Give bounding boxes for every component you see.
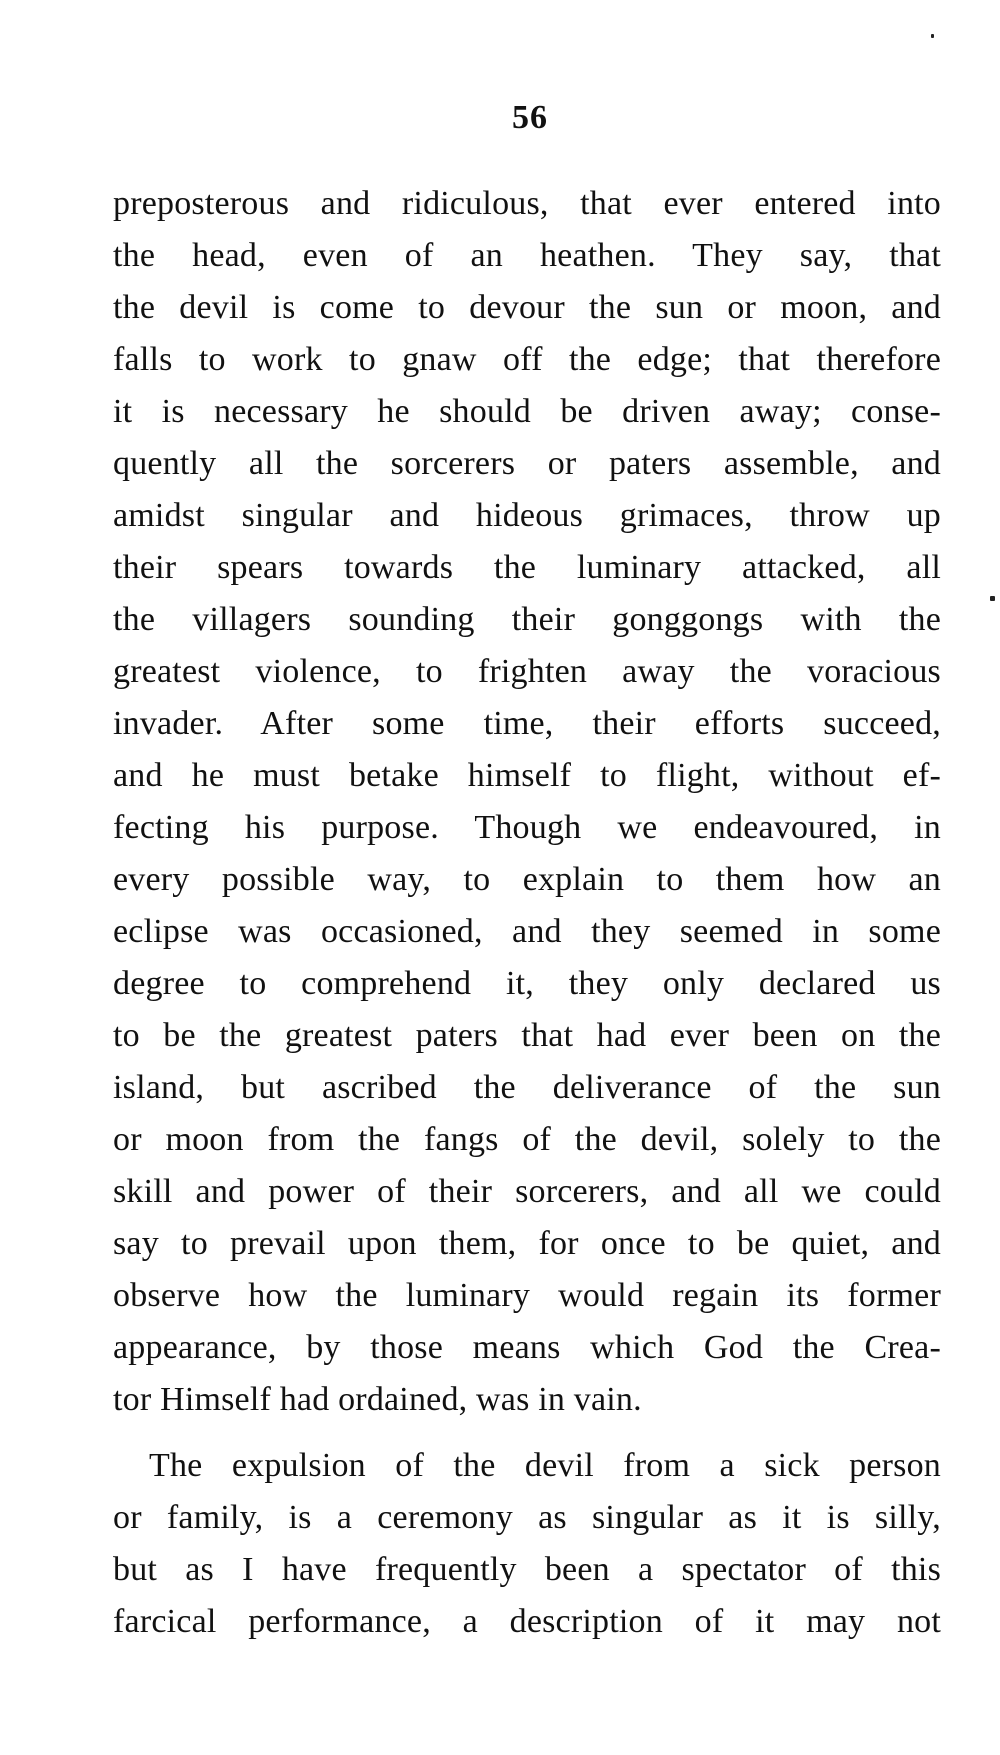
paragraph-gap [113, 1426, 941, 1440]
text-line: quently all the sorcerers or paters assemble, and [113, 445, 941, 482]
text-line: fecting his purpose. Though we endeavoured, in [113, 809, 941, 846]
text-line: amidst singular and hideous grimaces, throw up [113, 497, 941, 534]
text-line: tor Himself had ordained, was in vain. [113, 1381, 642, 1418]
text-line: invader. After some time, their efforts succeed, [113, 705, 941, 742]
text-line: appearance, by those means which God the Crea- [113, 1329, 941, 1366]
scan-speck [990, 596, 995, 601]
text-line: the villagers sounding their gonggongs with the [113, 601, 941, 638]
text-line: but as I have frequently been a spectator of this [113, 1551, 941, 1588]
text-line: island, but ascribed the deliverance of the sun [113, 1069, 941, 1106]
text-line: farcical performance, a description of it may not [113, 1603, 941, 1640]
text-line: it is necessary he should be driven away; conse- [113, 393, 941, 430]
text-line: skill and power of their sorcerers, and all we could [113, 1173, 941, 1210]
text-line: every possible way, to explain to them how an [113, 861, 941, 898]
text-line: say to prevail upon them, for once to be quiet, and [113, 1225, 941, 1262]
text-line: the devil is come to devour the sun or moon, and [113, 289, 941, 326]
text-line: falls to work to gnaw off the edge; that therefore [113, 341, 941, 378]
text-line: greatest violence, to frighten away the voracious [113, 653, 941, 690]
body-text [113, 178, 941, 1648]
text-line: to be the greatest paters that had ever been on the [113, 1017, 941, 1054]
text-line: their spears towards the luminary attacked, all [113, 549, 941, 586]
text-line: degree to comprehend it, they only declared us [113, 965, 941, 1002]
text-line: the head, even of an heathen. They say, that [113, 237, 941, 274]
text-line: preposterous and ridiculous, that ever entered into [113, 185, 941, 222]
text-line: The expulsion of the devil from a sick person [149, 1447, 941, 1484]
scan-speck [931, 34, 934, 38]
text-line: observe how the luminary would regain its former [113, 1277, 941, 1314]
text-line: or moon from the fangs of the devil, solely to the [113, 1121, 941, 1158]
page-number: 56 [512, 99, 548, 136]
text-line: eclipse was occasioned, and they seemed in some [113, 913, 941, 950]
text-line: and he must betake himself to flight, without ef- [113, 757, 941, 794]
text-line: or family, is a ceremony as singular as it is silly, [113, 1499, 941, 1536]
